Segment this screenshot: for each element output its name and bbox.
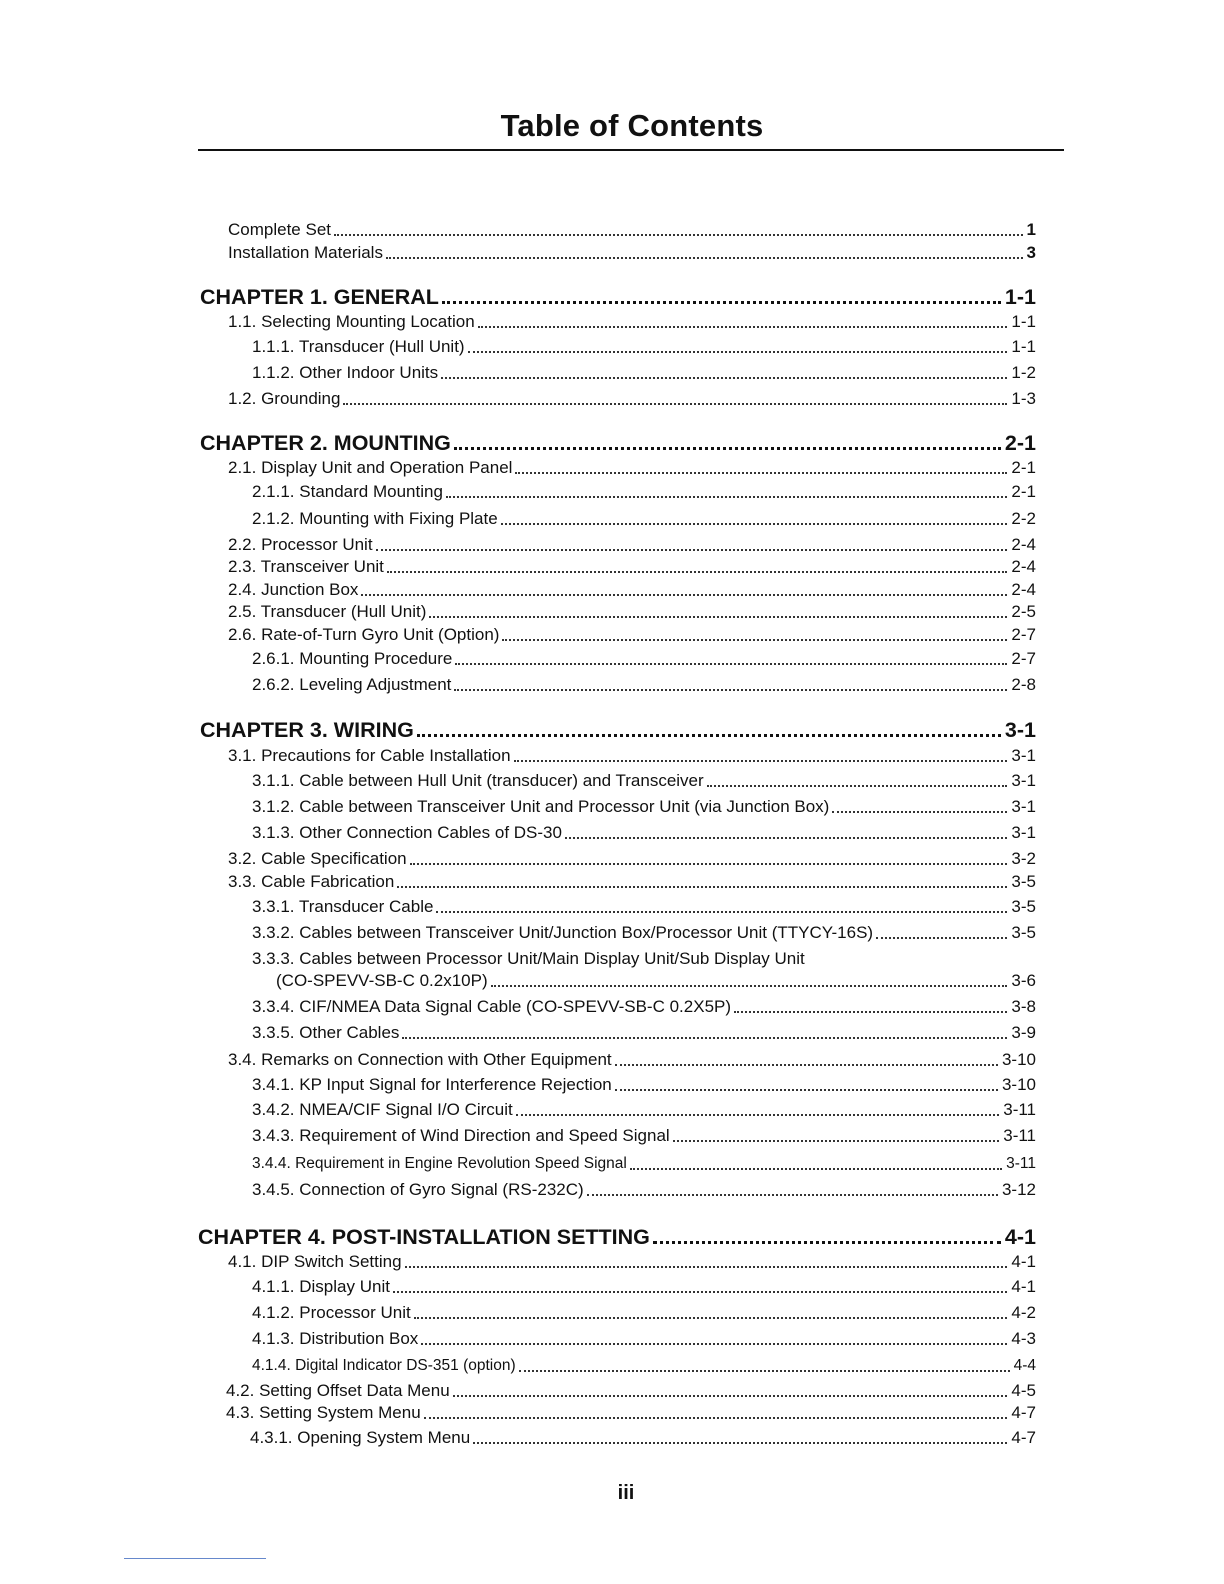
toc-chapter-entry[interactable] bbox=[200, 285, 1036, 309]
dot-leader bbox=[734, 1011, 1007, 1013]
toc-entry-page: 1-2 bbox=[1011, 363, 1036, 382]
toc-entry-page: 4-1 bbox=[1004, 1225, 1036, 1249]
toc-entry[interactable] bbox=[252, 1023, 1036, 1043]
toc-entry-label: 3.1.1. Cable between Hull Unit (transducer) and Transceiver bbox=[252, 771, 704, 790]
toc-entry-page: 2-2 bbox=[1011, 509, 1036, 528]
toc-entry-page: 1-1 bbox=[1004, 285, 1036, 309]
toc-entry-page: 3-11 bbox=[1006, 1155, 1036, 1172]
toc-entry[interactable] bbox=[276, 971, 1036, 991]
dot-leader bbox=[615, 1064, 998, 1066]
toc-entry[interactable] bbox=[228, 1050, 1036, 1070]
dot-leader bbox=[421, 1343, 1007, 1345]
toc-entry-page: 2-1 bbox=[1004, 431, 1036, 455]
toc-entry-label: 2.1. Display Unit and Operation Panel bbox=[228, 458, 513, 477]
toc-entry[interactable] bbox=[252, 1277, 1036, 1297]
toc-entry[interactable] bbox=[228, 746, 1036, 766]
toc-entry-page: 1-3 bbox=[1011, 389, 1036, 408]
dot-leader bbox=[429, 616, 1007, 618]
toc-entry-label: Installation Materials bbox=[228, 243, 383, 262]
toc-entry-page: 2-8 bbox=[1011, 675, 1036, 694]
dot-leader bbox=[491, 985, 1008, 987]
toc-entry-label: 2.1.2. Mounting with Fixing Plate bbox=[252, 509, 498, 528]
toc-entry-label: 3.3.2. Cables between Transceiver Unit/Junction Box/Processor Unit (TTYCY-16S) bbox=[252, 923, 874, 942]
toc-entry-label: CHAPTER 1. GENERAL bbox=[200, 285, 439, 309]
dot-leader bbox=[473, 1442, 1007, 1444]
dot-leader bbox=[615, 1089, 998, 1091]
toc-entry-page: 2-4 bbox=[1011, 535, 1036, 554]
toc-entry-label: 3.4.1. KP Input Signal for Interference Rejection bbox=[252, 1075, 612, 1094]
dot-leader bbox=[393, 1291, 1007, 1293]
toc-entry[interactable] bbox=[250, 1428, 1036, 1448]
dot-leader bbox=[453, 1395, 1008, 1397]
toc-entry[interactable] bbox=[252, 1329, 1036, 1349]
toc-entry-page: 3-11 bbox=[1003, 1126, 1036, 1145]
toc-entry[interactable] bbox=[252, 1126, 1036, 1146]
toc-entry-page: 3-11 bbox=[1003, 1100, 1036, 1119]
dot-leader bbox=[707, 785, 1008, 787]
dot-leader bbox=[653, 1241, 1001, 1244]
toc-entry-label: 3.3.1. Transducer Cable bbox=[252, 897, 434, 916]
toc-entry[interactable] bbox=[252, 1075, 1036, 1095]
dot-leader bbox=[436, 911, 1007, 913]
toc-entry-page: 1-1 bbox=[1011, 337, 1036, 356]
toc-entry-page: 2-4 bbox=[1011, 580, 1036, 599]
toc-entry-page: 2-4 bbox=[1011, 557, 1036, 576]
toc-entry[interactable] bbox=[228, 557, 1036, 577]
page-number: iii bbox=[617, 1482, 635, 1504]
toc-entry-page: 3-5 bbox=[1011, 872, 1036, 891]
toc-entry[interactable] bbox=[228, 872, 1036, 892]
toc-entry-label: 2.2. Processor Unit bbox=[228, 535, 373, 554]
toc-entry[interactable] bbox=[228, 243, 1036, 263]
toc-entry-label: 2.5. Transducer (Hull Unit) bbox=[228, 602, 427, 621]
toc-entry-page: 2-7 bbox=[1011, 625, 1036, 644]
toc-entry-page: 3-5 bbox=[1011, 897, 1036, 916]
toc-entry-page: 3-8 bbox=[1011, 997, 1036, 1016]
toc-entry[interactable] bbox=[252, 949, 805, 969]
toc-entry[interactable] bbox=[252, 923, 1036, 943]
toc-entry[interactable] bbox=[226, 1381, 1036, 1401]
toc-entry-label: 4.1.4. Digital Indicator DS-351 (option) bbox=[252, 1357, 516, 1374]
dot-leader bbox=[454, 689, 1007, 691]
toc-entry-page: 3-12 bbox=[1001, 1180, 1036, 1199]
dot-leader bbox=[587, 1194, 998, 1196]
toc-entry[interactable] bbox=[252, 771, 1036, 791]
dot-leader bbox=[876, 937, 1007, 939]
toc-entry[interactable] bbox=[252, 1356, 1036, 1376]
toc-entry-page: 3-1 bbox=[1011, 823, 1036, 842]
toc-entry[interactable] bbox=[252, 823, 1036, 843]
toc-entry-label: 2.4. Junction Box bbox=[228, 580, 359, 599]
toc-entry-label: 3.3.4. CIF/NMEA Data Signal Cable (CO-SPEVV-SB-C 0.2X5P) bbox=[252, 997, 732, 1016]
toc-entry-label: CHAPTER 3. WIRING bbox=[200, 718, 414, 742]
toc-entry-label: (CO-SPEVV-SB-C 0.2x10P) bbox=[276, 971, 488, 990]
toc-entry[interactable] bbox=[228, 458, 1036, 478]
dot-leader bbox=[376, 549, 1008, 551]
toc-entry[interactable] bbox=[228, 1252, 1036, 1272]
dot-leader bbox=[832, 811, 1007, 813]
toc-entry-page: 3-5 bbox=[1011, 923, 1036, 942]
toc-entry-page: 2-7 bbox=[1011, 649, 1036, 668]
dot-leader bbox=[478, 326, 1008, 328]
toc-entry-label: 1.1.1. Transducer (Hull Unit) bbox=[252, 337, 465, 356]
toc-entry-label: 3.4. Remarks on Connection with Other Equipment bbox=[228, 1050, 612, 1069]
toc-entry[interactable] bbox=[228, 389, 1036, 409]
toc-entry[interactable] bbox=[252, 509, 1036, 529]
toc-entry-page: 3-10 bbox=[1001, 1050, 1036, 1069]
toc-entry-label: 2.6.2. Leveling Adjustment bbox=[252, 675, 452, 694]
toc-entry-page: 4-2 bbox=[1011, 1303, 1036, 1322]
dot-leader bbox=[454, 447, 1001, 450]
toc-entry-label: 3.1. Precautions for Cable Installation bbox=[228, 746, 511, 765]
dot-leader bbox=[501, 523, 1008, 525]
toc-entry-page: 4-3 bbox=[1011, 1329, 1036, 1348]
toc-entry-label: 4.2. Setting Offset Data Menu bbox=[226, 1381, 450, 1400]
toc-entry-label: 4.1.3. Distribution Box bbox=[252, 1329, 419, 1348]
dot-leader bbox=[386, 257, 1023, 259]
toc-entry[interactable] bbox=[228, 849, 1036, 869]
toc-entry-label: 3.3.3. Cables between Processor Unit/Main Display Unit/Sub Display Unit bbox=[252, 949, 805, 968]
dot-leader bbox=[442, 301, 1001, 304]
toc-entry-page: 3-2 bbox=[1011, 849, 1036, 868]
toc-entry-label: 2.6.1. Mounting Procedure bbox=[252, 649, 453, 668]
toc-entry-label: 3.3.5. Other Cables bbox=[252, 1023, 400, 1042]
toc-chapter-entry[interactable] bbox=[198, 1225, 1036, 1249]
dot-leader bbox=[673, 1140, 1000, 1142]
toc-entry-label: 3.4.5. Connection of Gyro Signal (RS-232C) bbox=[252, 1180, 584, 1199]
dot-leader bbox=[397, 886, 1007, 888]
toc-entry-page: 3-1 bbox=[1011, 771, 1036, 790]
dot-leader bbox=[387, 571, 1008, 573]
toc-chapter-entry[interactable] bbox=[200, 431, 1036, 455]
dot-leader bbox=[515, 472, 1007, 474]
toc-entry[interactable] bbox=[252, 797, 1036, 817]
toc-entry-label: 1.1. Selecting Mounting Location bbox=[228, 312, 475, 331]
toc-entry-label: 1.1.2. Other Indoor Units bbox=[252, 363, 439, 382]
toc-entry-page: 3-9 bbox=[1011, 1023, 1036, 1042]
dot-leader bbox=[414, 1317, 1008, 1319]
toc-entry-page: 3-10 bbox=[1001, 1075, 1036, 1094]
toc-chapter-entry[interactable] bbox=[200, 718, 1036, 742]
toc-entry-label: 2.6. Rate-of-Turn Gyro Unit (Option) bbox=[228, 625, 500, 644]
page-title: Table of Contents bbox=[500, 108, 764, 143]
dot-leader bbox=[405, 1266, 1008, 1268]
dot-leader bbox=[514, 760, 1008, 762]
dot-leader bbox=[441, 377, 1007, 379]
toc-entry[interactable] bbox=[252, 1180, 1036, 1200]
toc-entry-page: 3 bbox=[1026, 243, 1036, 262]
toc-entry[interactable] bbox=[252, 649, 1036, 669]
toc-entry-label: 4.3.1. Opening System Menu bbox=[250, 1428, 471, 1447]
toc-entry-label: Complete Set bbox=[228, 220, 331, 239]
dot-leader bbox=[516, 1114, 999, 1116]
toc-entry-label: 3.3. Cable Fabrication bbox=[228, 872, 395, 891]
toc-entry-page: 4-7 bbox=[1011, 1428, 1036, 1447]
toc-entry-page: 2-1 bbox=[1011, 458, 1036, 477]
toc-entry[interactable] bbox=[226, 1403, 1036, 1423]
toc-entry[interactable] bbox=[252, 675, 1036, 695]
toc-entry-page: 2-1 bbox=[1011, 482, 1036, 501]
dot-leader bbox=[630, 1168, 1002, 1170]
dot-leader bbox=[402, 1037, 1007, 1039]
toc-entry[interactable] bbox=[252, 897, 1036, 917]
toc-entry[interactable] bbox=[228, 535, 1036, 555]
toc-entry[interactable] bbox=[252, 1154, 1036, 1174]
toc-entry-page: 3-1 bbox=[1011, 746, 1036, 765]
toc-entry-page: 2-5 bbox=[1011, 602, 1036, 621]
dot-leader bbox=[424, 1417, 1008, 1419]
dot-leader bbox=[565, 837, 1007, 839]
toc-entry[interactable] bbox=[252, 337, 1036, 357]
toc-entry[interactable] bbox=[252, 363, 1036, 383]
toc-entry[interactable] bbox=[228, 602, 1036, 622]
toc-entry-page: 3-6 bbox=[1011, 971, 1036, 990]
toc-entry-label: 2.1.1. Standard Mounting bbox=[252, 482, 443, 501]
toc-entry-label: 3.4.2. NMEA/CIF Signal I/O Circuit bbox=[252, 1100, 513, 1119]
toc-entry-label: 4.1.2. Processor Unit bbox=[252, 1303, 411, 1322]
toc-entry-page: 4-1 bbox=[1011, 1252, 1036, 1271]
toc-entry-label: 4.1. DIP Switch Setting bbox=[228, 1252, 402, 1271]
footer-link-rule bbox=[124, 1558, 266, 1559]
toc-entry-page: 3-1 bbox=[1011, 797, 1036, 816]
dot-leader bbox=[361, 594, 1007, 596]
dot-leader bbox=[410, 863, 1008, 865]
toc-entry[interactable] bbox=[252, 1100, 1036, 1120]
dot-leader bbox=[468, 351, 1008, 353]
toc-entry-label: 3.2. Cable Specification bbox=[228, 849, 407, 868]
toc-entry[interactable] bbox=[228, 625, 1036, 645]
toc-entry-label: 3.4.3. Requirement of Wind Direction and Speed Signal bbox=[252, 1126, 670, 1145]
toc-entry-label: CHAPTER 2. MOUNTING bbox=[200, 431, 451, 455]
toc-entry-page: 4-4 bbox=[1013, 1357, 1036, 1374]
toc-entry[interactable] bbox=[228, 220, 1036, 240]
toc-entry-label: 1.2. Grounding bbox=[228, 389, 341, 408]
toc-entry[interactable] bbox=[252, 482, 1036, 502]
toc-entry-page: 4-7 bbox=[1011, 1403, 1036, 1422]
dot-leader bbox=[519, 1370, 1010, 1372]
toc-entry-label: 4.1.1. Display Unit bbox=[252, 1277, 390, 1296]
dot-leader bbox=[343, 403, 1007, 405]
toc-entry-page: 3-1 bbox=[1004, 718, 1036, 742]
toc-entry[interactable] bbox=[252, 997, 1036, 1017]
toc-entry-label: 3.4.4. Requirement in Engine Revolution Speed Signal bbox=[252, 1155, 627, 1172]
dot-leader bbox=[455, 663, 1007, 665]
toc-entry-label: CHAPTER 4. POST-INSTALLATION SETTING bbox=[198, 1225, 650, 1249]
toc-entry-label: 2.3. Transceiver Unit bbox=[228, 557, 384, 576]
toc-entry[interactable] bbox=[252, 1303, 1036, 1323]
toc-entry-page: 4-5 bbox=[1011, 1381, 1036, 1400]
toc-entry-page: 1-1 bbox=[1011, 312, 1036, 331]
dot-leader bbox=[417, 734, 1001, 737]
toc-entry[interactable] bbox=[228, 580, 1036, 600]
toc-entry-page: 4-1 bbox=[1011, 1277, 1036, 1296]
dot-leader bbox=[446, 496, 1008, 498]
dot-leader bbox=[334, 234, 1023, 236]
dot-leader bbox=[502, 639, 1007, 641]
toc-entry-label: 4.3. Setting System Menu bbox=[226, 1403, 421, 1422]
toc-entry-page: 1 bbox=[1026, 220, 1036, 239]
toc-entry-label: 3.1.2. Cable between Transceiver Unit and Processor Unit (via Junction Box) bbox=[252, 797, 830, 816]
toc-entry-label: 3.1.3. Other Connection Cables of DS-30 bbox=[252, 823, 562, 842]
toc-entry[interactable] bbox=[228, 312, 1036, 332]
